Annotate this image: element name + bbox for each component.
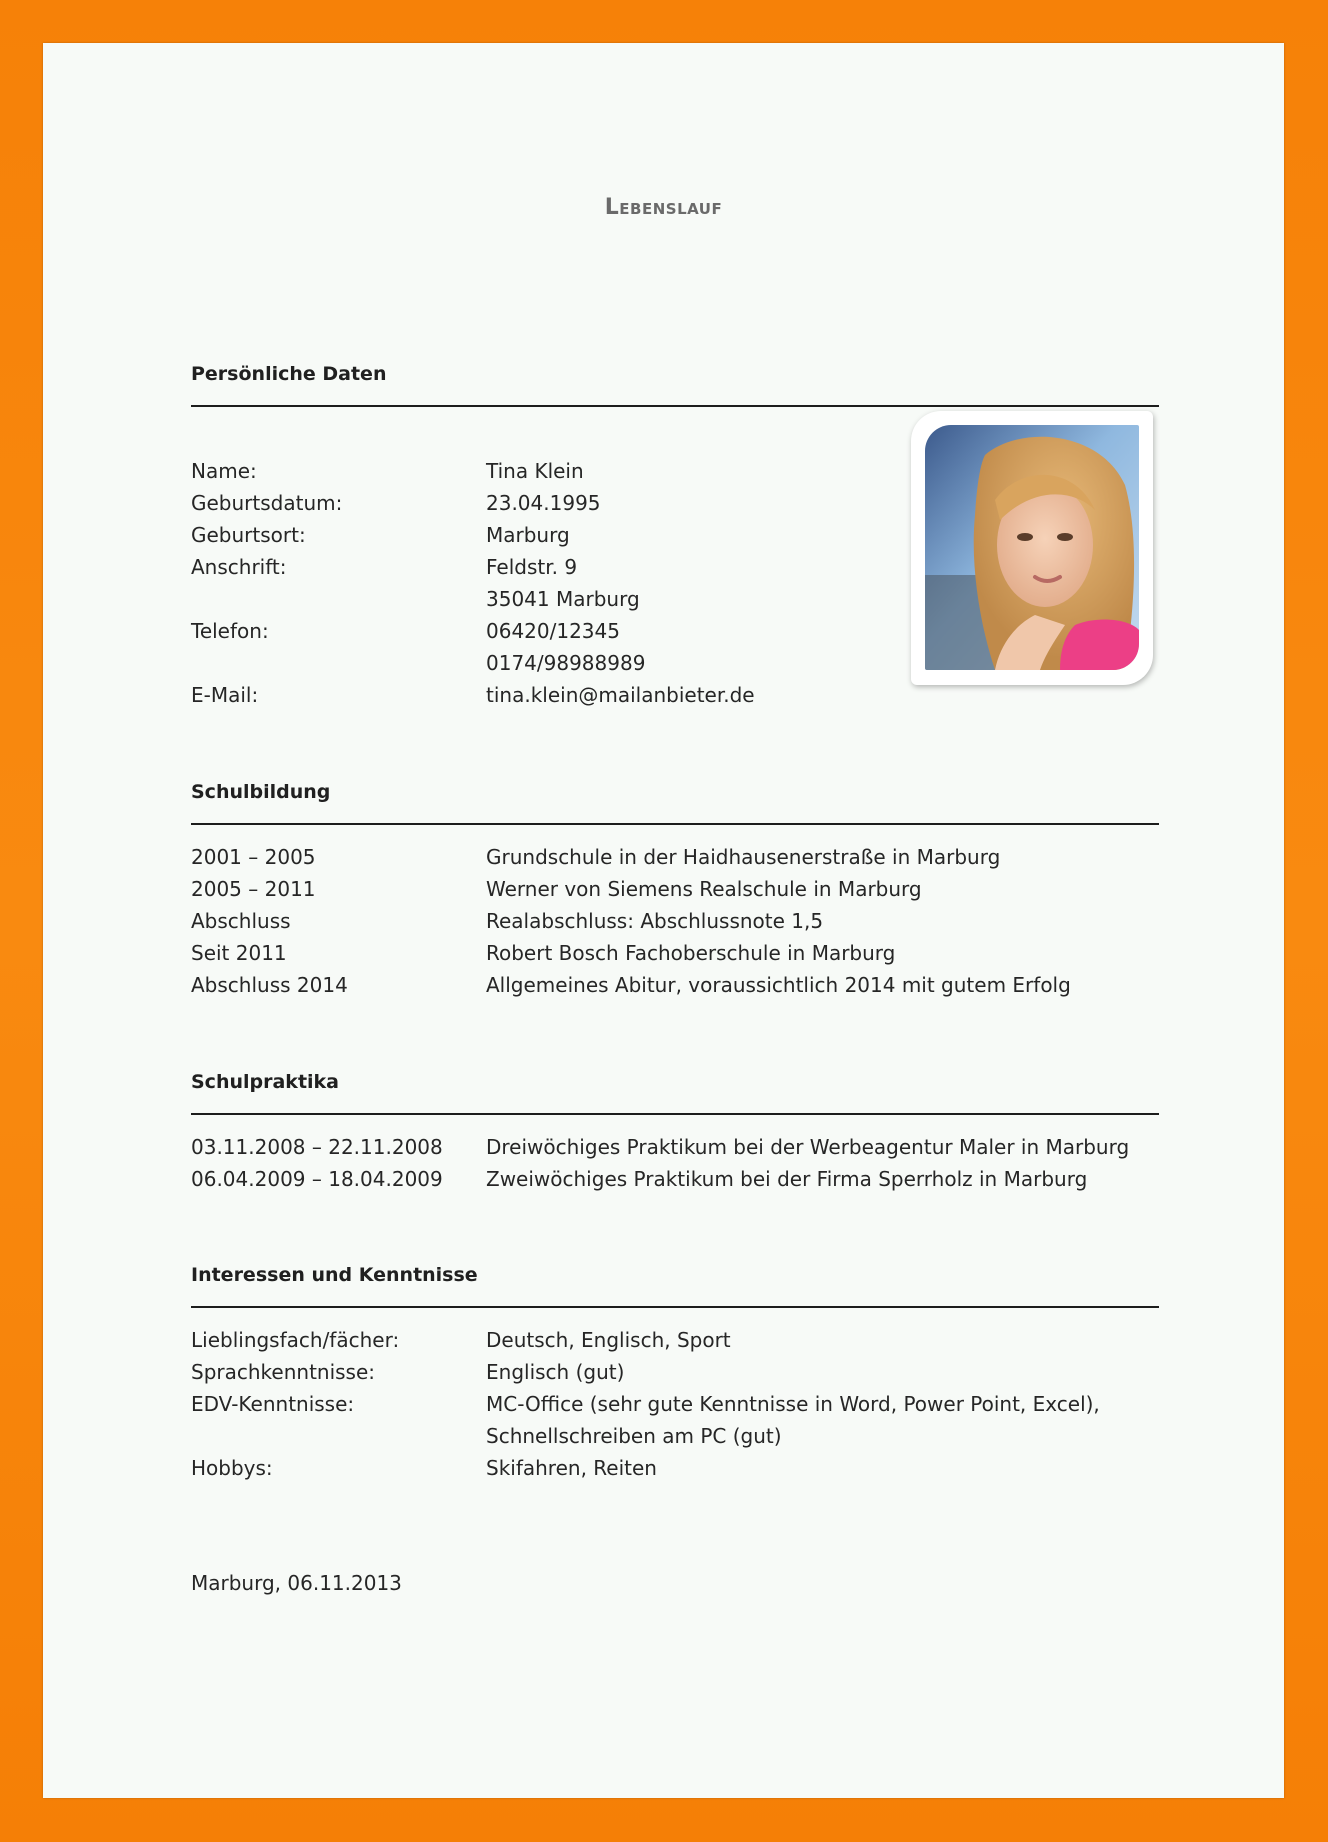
section-heading-interests: Interessen und Kenntnisse <box>191 1264 478 1286</box>
field-value: 0174/98988989 <box>486 651 646 675</box>
field-label: Name: <box>191 459 257 483</box>
field-label: Geburtsort: <box>191 523 306 547</box>
period-label: 03.11.2008 – 22.11.2008 <box>191 1135 443 1159</box>
portrait-photo-icon <box>925 425 1139 670</box>
field-label: Hobbys: <box>191 1456 273 1480</box>
entry-value: Robert Bosch Fachoberschule in Marburg <box>486 941 896 965</box>
field-value: 35041 Marburg <box>486 587 640 611</box>
period-label: 2005 – 2011 <box>191 877 316 901</box>
email-value: tina.klein@mailanbieter.de <box>486 683 755 707</box>
entry-value: Zweiwöchiges Praktikum bei der Firma Sperrholz in Marburg <box>486 1167 1088 1191</box>
portrait-photo-frame <box>911 411 1153 685</box>
period-label: Abschluss <box>191 909 291 933</box>
entry-value: Realabschluss: Abschlussnote 1,5 <box>486 909 824 933</box>
section-divider <box>191 823 1159 825</box>
field-value: MC-Office (sehr gute Kenntnisse in Word, Power Point, Excel), <box>486 1392 1100 1416</box>
field-value: Schnellschreiben am PC (gut) <box>486 1424 782 1448</box>
document-title: Lebenslauf <box>604 195 723 220</box>
field-label: Geburtsdatum: <box>191 491 343 515</box>
field-label: Anschrift: <box>191 555 287 579</box>
period-label: 06.04.2009 – 18.04.2009 <box>191 1167 443 1191</box>
section-heading-personal: Persönliche Daten <box>191 363 387 385</box>
field-value: Tina Klein <box>486 459 584 483</box>
place-and-date: Marburg, 06.11.2013 <box>191 1571 402 1595</box>
field-label: Lieblingsfach/fächer: <box>191 1328 400 1352</box>
field-label: EDV-Kenntnisse: <box>191 1392 355 1416</box>
period-label: 2001 – 2005 <box>191 845 316 869</box>
period-label: Seit 2011 <box>191 941 287 965</box>
field-value: Englisch (gut) <box>486 1360 625 1384</box>
entry-value: Grundschule in der Haidhausenerstraße in Marburg <box>486 845 1001 869</box>
field-value: Skifahren, Reiten <box>486 1456 657 1480</box>
field-label: Sprachkenntnisse: <box>191 1360 376 1384</box>
entry-value: Dreiwöchiges Praktikum bei der Werbeagentur Maler in Marburg <box>486 1135 1130 1159</box>
resume-page <box>43 43 1284 1798</box>
section-heading-school: Schulbildung <box>191 781 331 803</box>
period-label: Abschluss 2014 <box>191 973 348 997</box>
field-value: Marburg <box>486 523 570 547</box>
section-heading-internships: Schulpraktika <box>191 1071 339 1093</box>
entry-value: Allgemeines Abitur, voraussichtlich 2014 mit gutem Erfolg <box>486 973 1071 997</box>
section-divider <box>191 405 1159 407</box>
field-value: Feldstr. 9 <box>486 555 578 579</box>
section-divider <box>191 1306 1159 1308</box>
section-divider <box>191 1113 1159 1115</box>
field-value: Deutsch, Englisch, Sport <box>486 1328 731 1352</box>
field-value: 06420/12345 <box>486 619 620 643</box>
field-label: E-Mail: <box>191 683 259 707</box>
field-value: 23.04.1995 <box>486 491 601 515</box>
field-label: Telefon: <box>191 619 269 643</box>
entry-value: Werner von Siemens Realschule in Marburg <box>486 877 922 901</box>
